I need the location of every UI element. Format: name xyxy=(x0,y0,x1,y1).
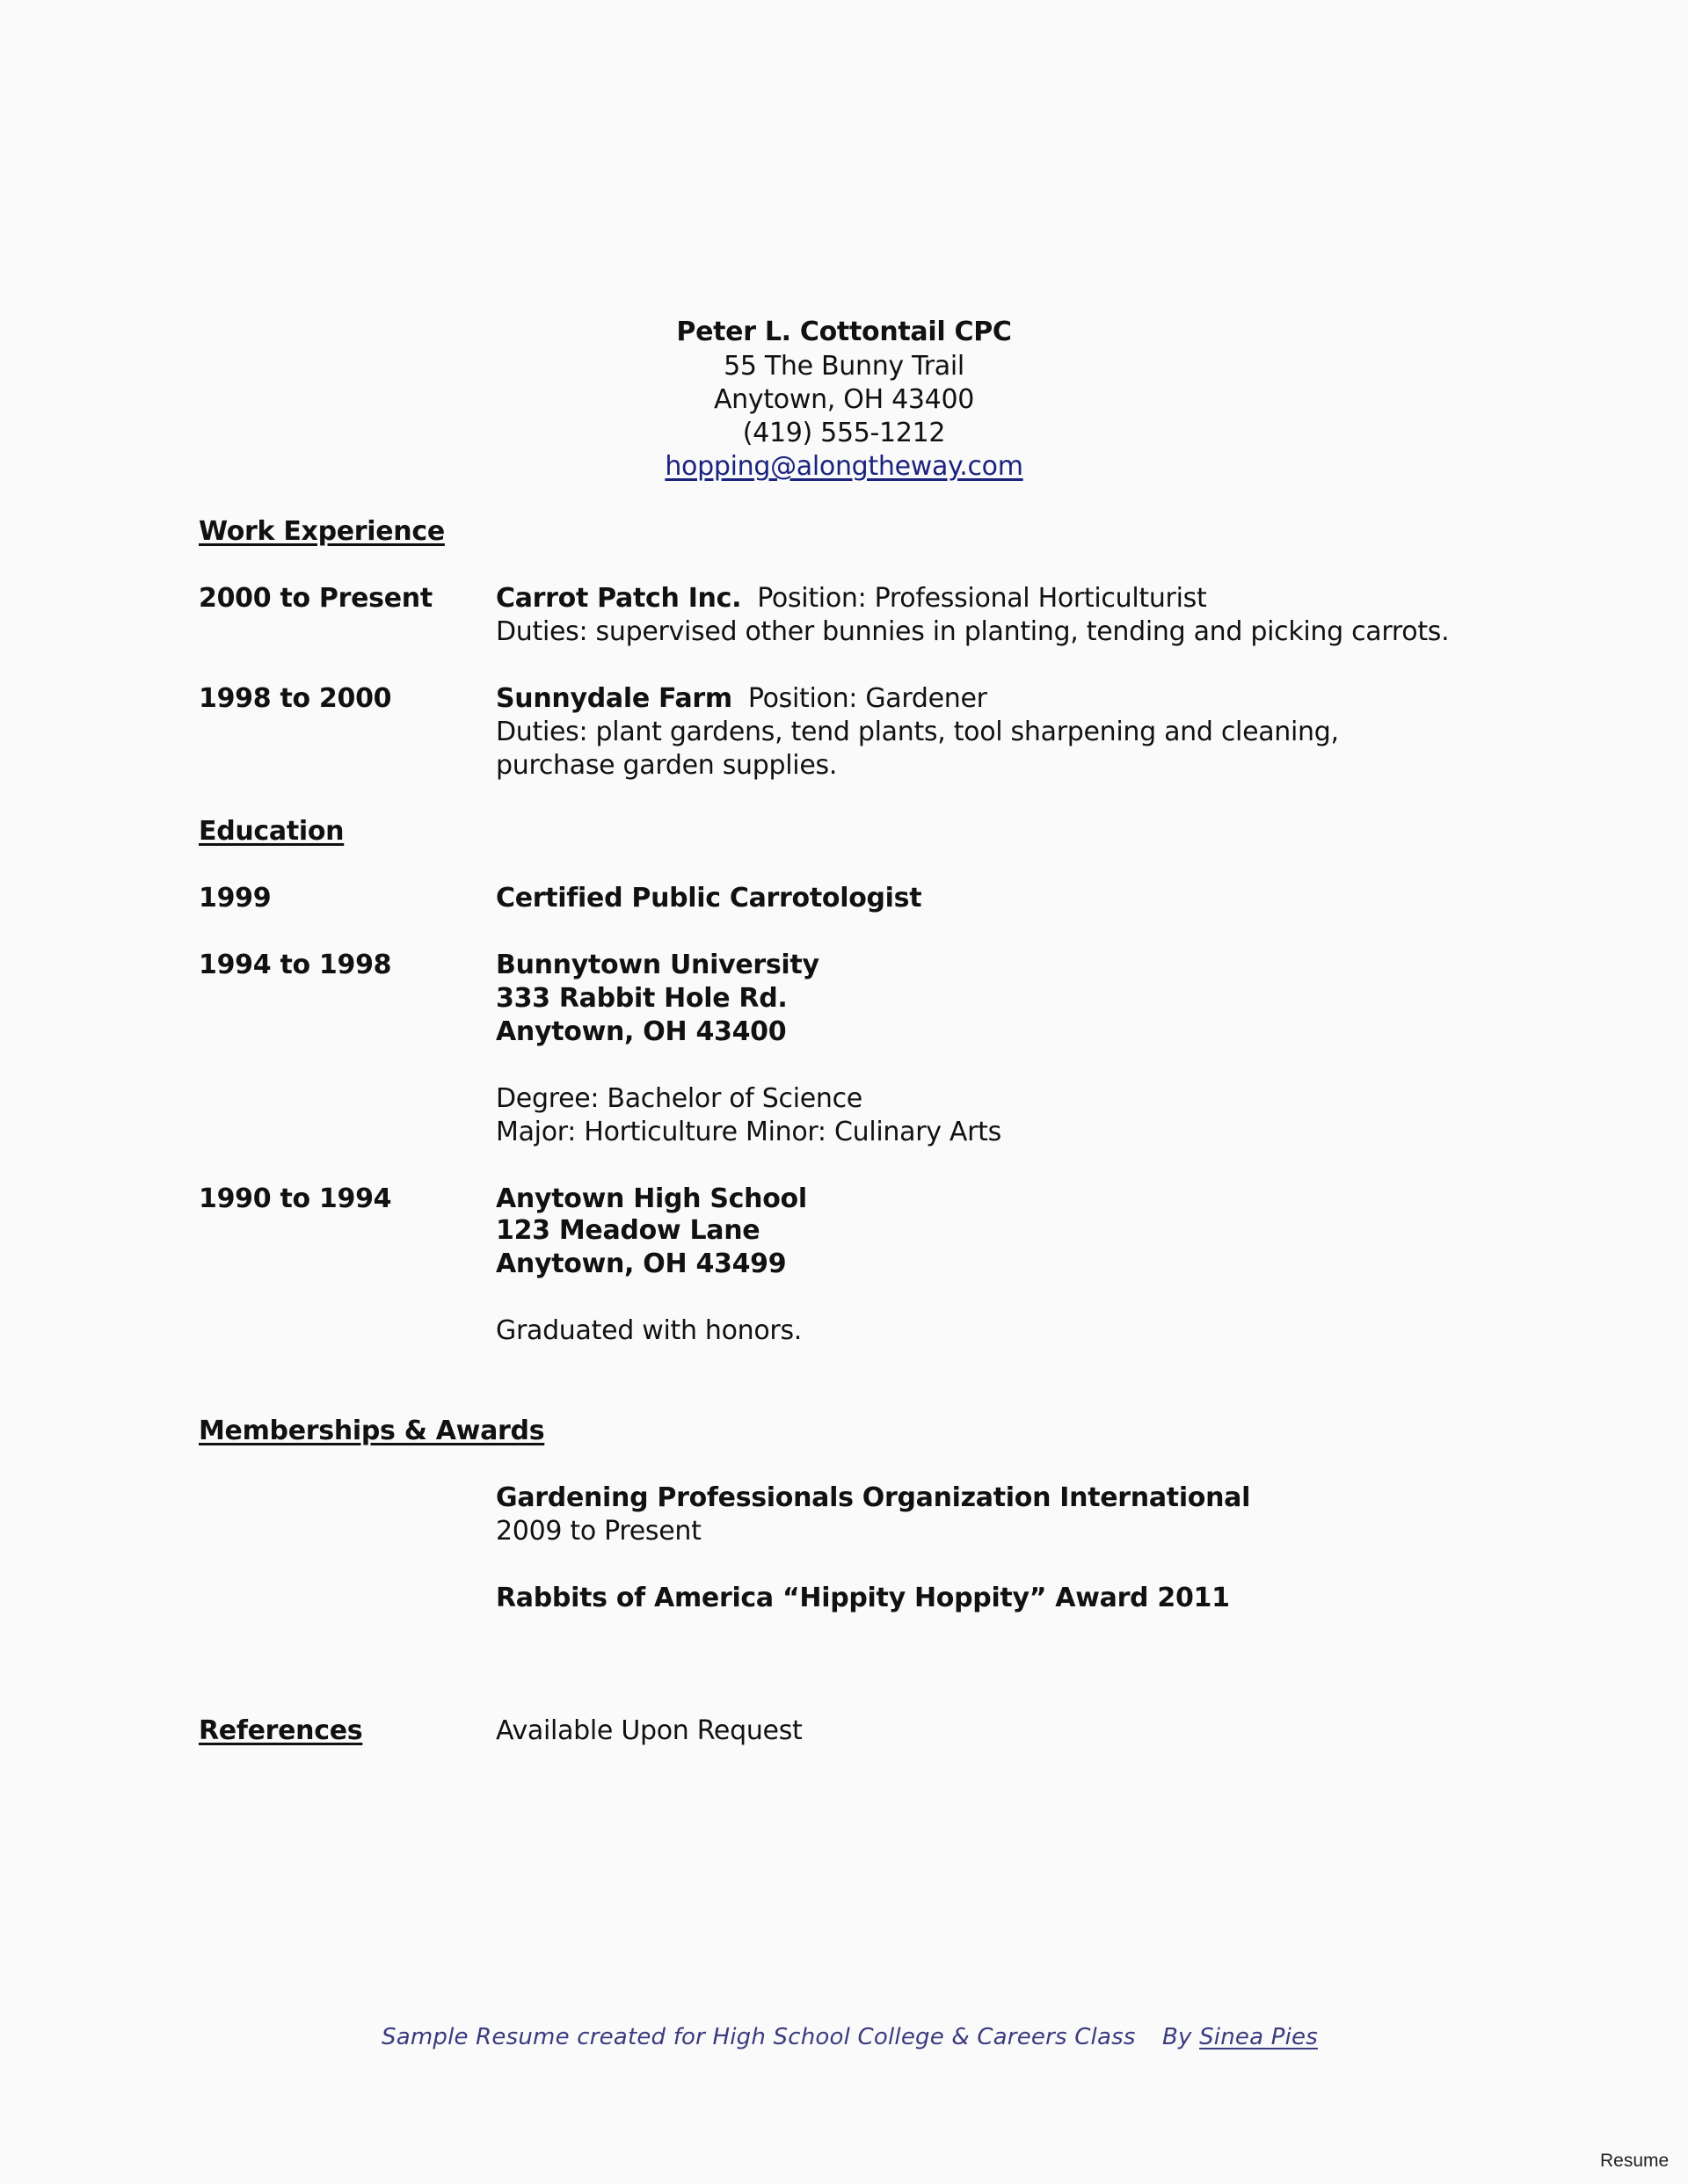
job-dates: 2000 to Present xyxy=(199,583,433,614)
education-address: 333 Rabbit Hole Rd. xyxy=(496,983,788,1014)
education-school: Anytown High School xyxy=(496,1183,807,1214)
education-city: Anytown, OH 43400 xyxy=(496,1016,787,1047)
email-row xyxy=(0,450,1688,484)
section-heading-work-experience: Work Experience xyxy=(199,516,445,547)
job-position: Position: Gardener xyxy=(747,683,987,714)
job-company: Carrot Patch Inc. xyxy=(496,583,742,614)
section-heading-references: References xyxy=(199,1715,363,1746)
education-dates: 1999 xyxy=(199,883,272,914)
phone-number: (419) 555-1212 xyxy=(742,418,946,448)
job-title-row xyxy=(496,582,1206,615)
email-link[interactable]: hopping@alongtheway.com xyxy=(665,451,1023,482)
job-duties: Duties: plant gardens, tend plants, tool sharpening and cleaning, xyxy=(496,717,1339,747)
footer-by: By xyxy=(1162,2024,1192,2050)
watermark-label: Resume xyxy=(1600,2151,1670,2171)
candidate-name: Peter L. Cottontail CPC xyxy=(676,317,1012,347)
award-title: Rabbits of America “Hippity Hoppity” Award 2011 xyxy=(496,1583,1230,1613)
education-city: Anytown, OH 43499 xyxy=(496,1249,787,1279)
education-title: Certified Public Carrotologist xyxy=(496,883,922,914)
job-duties: Duties: supervised other bunnies in planting, tending and picking carrots. xyxy=(496,616,1450,647)
job-position: Position: Professional Horticulturist xyxy=(757,583,1207,614)
education-note: Graduated with honors. xyxy=(496,1315,803,1346)
address-street: 55 The Bunny Trail xyxy=(724,351,964,382)
membership-title: Gardening Professionals Organization International xyxy=(496,1482,1251,1513)
education-major-minor: Major: Horticulture Minor: Culinary Arts xyxy=(496,1117,1001,1147)
education-degree: Degree: Bachelor of Science xyxy=(496,1083,862,1114)
footer-note: Sample Resume created for High School College & Careers Class xyxy=(382,2024,1136,2050)
author-link[interactable]: Sinea Pies xyxy=(1199,2024,1318,2050)
references-value: Available Upon Request xyxy=(496,1715,803,1746)
job-dates: 1998 to 2000 xyxy=(199,683,392,714)
education-school: Bunnytown University xyxy=(496,950,819,980)
footer-credit xyxy=(1162,2024,1318,2050)
section-heading-memberships: Memberships & Awards xyxy=(199,1416,545,1446)
address-city: Anytown, OH 43400 xyxy=(713,384,975,415)
job-title-row xyxy=(496,682,987,716)
education-dates: 1990 to 1994 xyxy=(199,1183,392,1214)
job-company: Sunnydale Farm xyxy=(496,683,732,714)
membership-dates: 2009 to Present xyxy=(496,1516,702,1547)
education-dates: 1994 to 1998 xyxy=(199,950,392,980)
section-heading-education: Education xyxy=(199,816,345,847)
job-duties: purchase garden supplies. xyxy=(496,750,838,781)
education-address: 123 Meadow Lane xyxy=(496,1215,760,1246)
